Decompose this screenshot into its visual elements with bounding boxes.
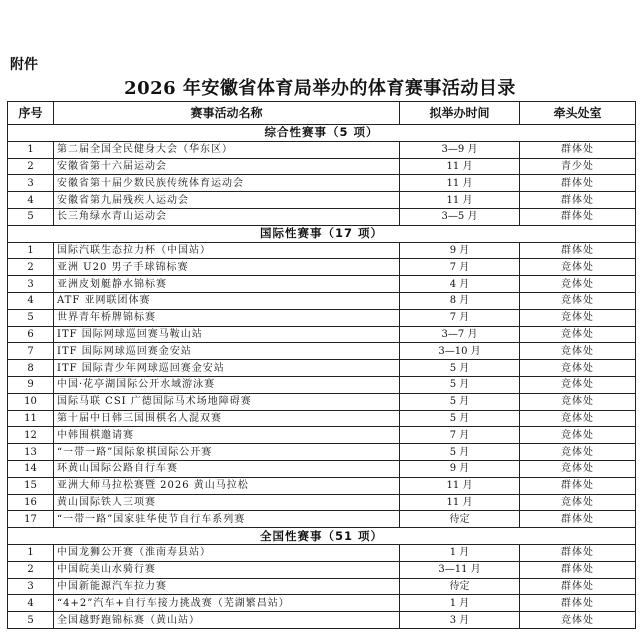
table-row xyxy=(8,242,636,259)
table-row xyxy=(8,141,636,158)
cell-no: 17 xyxy=(8,511,54,528)
cell-no: 3 xyxy=(8,578,54,595)
cell-name: 亚洲 U20 男子手球锦标赛 xyxy=(54,259,400,276)
table-row xyxy=(8,595,636,612)
cell-name: 黄山国际铁人三项赛 xyxy=(54,494,400,511)
cell-dept: 竞体处 xyxy=(520,343,636,360)
section-title: 全国性赛事（51 项） xyxy=(8,528,636,545)
cell-time: 5 月 xyxy=(400,376,520,393)
table-row xyxy=(8,494,636,511)
cell-no: 4 xyxy=(8,192,54,209)
cell-time: 11 月 xyxy=(400,175,520,192)
cell-no: 1 xyxy=(8,544,54,561)
cell-dept: 竞体处 xyxy=(520,494,636,511)
cell-name: 中国·花亭湖国际公开水域游泳赛 xyxy=(54,376,400,393)
cell-no: 8 xyxy=(8,360,54,377)
attachment-label: 附件 xyxy=(10,57,38,73)
cell-no: 2 xyxy=(8,158,54,175)
cell-name: 安徽省第十六届运动会 xyxy=(54,158,400,175)
cell-no: 6 xyxy=(8,326,54,343)
header-name: 赛事活动名称 xyxy=(54,102,400,125)
section-header-row xyxy=(8,528,636,545)
table-row xyxy=(8,561,636,578)
cell-dept: 群体处 xyxy=(520,242,636,259)
cell-no: 13 xyxy=(8,444,54,461)
cell-no: 1 xyxy=(8,141,54,158)
cell-dept: 青少处 xyxy=(520,158,636,175)
cell-time: 3—5 月 xyxy=(400,208,520,225)
table-row xyxy=(8,175,636,192)
cell-dept: 竞体处 xyxy=(520,292,636,309)
cell-name: 亚洲大师马拉松赛暨 2026 黄山马拉松 xyxy=(54,477,400,494)
table-row xyxy=(8,578,636,595)
cell-time: 3—11 月 xyxy=(400,561,520,578)
cell-time: 3—9 月 xyxy=(400,141,520,158)
cell-time: 3—7 月 xyxy=(400,326,520,343)
cell-dept: 竞体处 xyxy=(520,360,636,377)
cell-name: 安徽省第十届少数民族传统体育运动会 xyxy=(54,175,400,192)
table-row xyxy=(8,612,636,629)
cell-dept: 群体处 xyxy=(520,578,636,595)
cell-time: 5 月 xyxy=(400,360,520,377)
cell-time: 待定 xyxy=(400,578,520,595)
header-time: 拟举办时间 xyxy=(400,102,520,125)
cell-dept: 群体处 xyxy=(520,192,636,209)
cell-dept: 竞体处 xyxy=(520,309,636,326)
cell-name: “4+2”汽车+自行车接力挑战赛（芜湖繁昌站） xyxy=(54,595,400,612)
cell-time: 1 月 xyxy=(400,544,520,561)
cell-time: 8 月 xyxy=(400,292,520,309)
cell-no: 7 xyxy=(8,343,54,360)
cell-no: 14 xyxy=(8,460,54,477)
cell-name: 国际汽联生态拉力杯（中国站） xyxy=(54,242,400,259)
cell-time: 7 月 xyxy=(400,309,520,326)
table-row xyxy=(8,544,636,561)
section-header-row xyxy=(8,225,636,242)
cell-name: 环黄山国际公路自行车赛 xyxy=(54,460,400,477)
cell-time: 3 月 xyxy=(400,612,520,629)
cell-dept: 群体处 xyxy=(520,175,636,192)
cell-dept: 竞体处 xyxy=(520,326,636,343)
cell-time: 9 月 xyxy=(400,242,520,259)
section-title: 国际性赛事（17 项） xyxy=(8,225,636,242)
cell-dept: 群体处 xyxy=(520,561,636,578)
table-row xyxy=(8,208,636,225)
cell-time: 11 月 xyxy=(400,158,520,175)
cell-no: 15 xyxy=(8,477,54,494)
cell-dept: 竞体处 xyxy=(520,612,636,629)
cell-dept: 竞体处 xyxy=(520,410,636,427)
cell-no: 2 xyxy=(8,259,54,276)
cell-time: 11 月 xyxy=(400,477,520,494)
cell-name: 中国皖美山水骑行赛 xyxy=(54,561,400,578)
cell-time: 9 月 xyxy=(400,460,520,477)
cell-dept: 竞体处 xyxy=(520,259,636,276)
cell-no: 4 xyxy=(8,595,54,612)
cell-dept: 群体处 xyxy=(520,208,636,225)
cell-no: 2 xyxy=(8,561,54,578)
cell-name: ITF 国际网球巡回赛金安站 xyxy=(54,343,400,360)
cell-no: 5 xyxy=(8,612,54,629)
cell-name: 全国越野跑锦标赛（黄山站） xyxy=(54,612,400,629)
cell-dept: 竞体处 xyxy=(520,427,636,444)
cell-time: 11 月 xyxy=(400,192,520,209)
cell-dept: 群体处 xyxy=(520,141,636,158)
events-table xyxy=(7,101,636,629)
cell-no: 9 xyxy=(8,376,54,393)
cell-no: 4 xyxy=(8,292,54,309)
cell-time: 11 月 xyxy=(400,494,520,511)
cell-dept: 竞体处 xyxy=(520,276,636,293)
table-row xyxy=(8,360,636,377)
cell-time: 7 月 xyxy=(400,427,520,444)
cell-dept: 竞体处 xyxy=(520,393,636,410)
table-row xyxy=(8,276,636,293)
table-row xyxy=(8,292,636,309)
cell-no: 12 xyxy=(8,427,54,444)
cell-time: 5 月 xyxy=(400,393,520,410)
cell-no: 11 xyxy=(8,410,54,427)
cell-no: 5 xyxy=(8,208,54,225)
section-title: 综合性赛事（5 项） xyxy=(8,125,636,142)
cell-no: 3 xyxy=(8,175,54,192)
table-row xyxy=(8,511,636,528)
cell-time: 4 月 xyxy=(400,276,520,293)
header-no: 序号 xyxy=(8,102,54,125)
cell-no: 1 xyxy=(8,242,54,259)
table-row xyxy=(8,444,636,461)
cell-no: 16 xyxy=(8,494,54,511)
cell-dept: 竞体处 xyxy=(520,444,636,461)
cell-time: 7 月 xyxy=(400,259,520,276)
table-row xyxy=(8,410,636,427)
cell-time: 5 月 xyxy=(400,444,520,461)
cell-dept: 群体处 xyxy=(520,595,636,612)
cell-name: 中国新能源汽车拉力赛 xyxy=(54,578,400,595)
table-header-row xyxy=(8,102,636,125)
cell-name: 第十届中日韩三国围棋名人混双赛 xyxy=(54,410,400,427)
header-dept: 牵头处室 xyxy=(520,102,636,125)
cell-no: 10 xyxy=(8,393,54,410)
cell-name: 亚洲皮划艇静水锦标赛 xyxy=(54,276,400,293)
cell-name: ATF 亚网联团体赛 xyxy=(54,292,400,309)
cell-name: 世界青年桥牌锦标赛 xyxy=(54,309,400,326)
table-row xyxy=(8,460,636,477)
cell-name: 第二届全国全民健身大会（华东区） xyxy=(54,141,400,158)
document-title: 2026 年安徽省体育局举办的体育赛事活动目录 xyxy=(124,78,516,99)
cell-dept: 群体处 xyxy=(520,544,636,561)
cell-dept: 群体处 xyxy=(520,477,636,494)
table-row xyxy=(8,343,636,360)
table-row xyxy=(8,427,636,444)
cell-name: ITF 国际青少年网球巡回赛金安站 xyxy=(54,360,400,377)
cell-time: 待定 xyxy=(400,511,520,528)
table-row xyxy=(8,393,636,410)
table-row xyxy=(8,309,636,326)
cell-time: 3—10 月 xyxy=(400,343,520,360)
cell-name: 长三角绿水青山运动会 xyxy=(54,208,400,225)
cell-name: 安徽省第九届残疾人运动会 xyxy=(54,192,400,209)
cell-no: 5 xyxy=(8,309,54,326)
cell-name: 中国龙狮公开赛（淮南寿县站） xyxy=(54,544,400,561)
cell-dept: 竞体处 xyxy=(520,376,636,393)
table-row xyxy=(8,259,636,276)
cell-time: 1 月 xyxy=(400,595,520,612)
cell-name: ITF 国际网球巡回赛马鞍山站 xyxy=(54,326,400,343)
table-row xyxy=(8,477,636,494)
cell-dept: 群体处 xyxy=(520,511,636,528)
table-row xyxy=(8,192,636,209)
cell-no: 3 xyxy=(8,276,54,293)
table-row xyxy=(8,158,636,175)
cell-dept: 竞体处 xyxy=(520,460,636,477)
table-body xyxy=(8,125,636,629)
cell-name: 国际马联 CSI 广德国际马术场地障碍赛 xyxy=(54,393,400,410)
cell-name: 中韩围棋邀请赛 xyxy=(54,427,400,444)
table-row xyxy=(8,376,636,393)
section-header-row xyxy=(8,125,636,142)
cell-name: “一带一路”国家驻华使节自行车系列赛 xyxy=(54,511,400,528)
table-row xyxy=(8,326,636,343)
cell-time: 5 月 xyxy=(400,410,520,427)
cell-name: “一带一路”国际象棋国际公开赛 xyxy=(54,444,400,461)
